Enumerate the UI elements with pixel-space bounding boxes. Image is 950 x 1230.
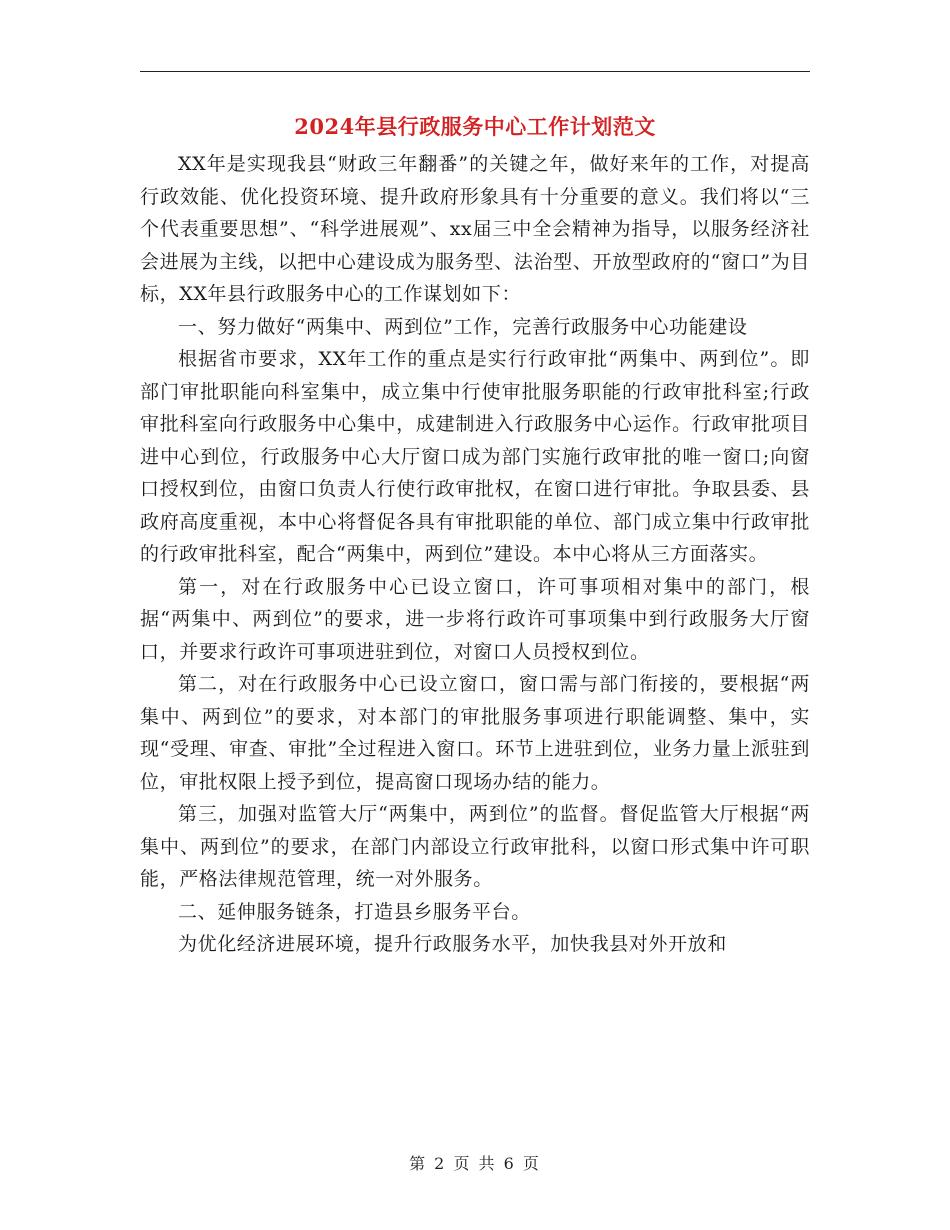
paragraph-second: 第二，对在行政服务中心已设立窗口，窗口需与部门衔接的，要根据“两集中、两到位”的要求，对本部门的审批服务事项进行职能调整、集中，实现“受理、审查、审批”全过程进入窗口。环节上进驻到位，业务力量上派驻到位，审批权限上授予到位，提高窗口现场办结的能力。 [140,673,810,793]
paragraph-intro: XX年是实现我县“财政三年翻番”的关键之年，做好来年的工作，对提高行政效能、优化投资环境、提升政府形象具有十分重要的意义。我们将以“三个代表重要思想”、“科学进展观”、xx届三中全会精神为指导，以服务经济社会进展为主线，以把中心建设成为服务型、法治型、开放型政府的“窗口”为目标，XX年县行政服务中心的工作谋划如下： [140,153,810,305]
paragraph-requirements: 根据省市要求，XX年工作的重点是实行行政审批“两集中、两到位”。即部门审批职能向科室集中，成立集中行使审批服务职能的行政审批科室;行政审批科室向行政服务中心集中，成建制进入行政服务中心运作。行政审批项目进中心到位，行政服务中心大厅窗口成为部门实施行政审批的唯一窗口;向窗口授权到位，由窗口负责人行使行政审批权，在窗口进行审批。争取县委、县政府高度重视，本中心将督促各具有审批职能的单位、部门成立集中行政审批的行政审批科室，配合“两集中，两到位”建设。本中心将从三方面落实。 [140,348,810,565]
document-title: 2024年县行政服务中心工作计划范文 [294,114,656,139]
paragraph-third: 第三，加强对监管大厅“两集中，两到位”的监督。督促监管大厅根据“两集中、两到位”的要求，在部门内部设立行政审批科，以窗口形式集中许可职能，严格法律规范管理，统一对外服务。 [140,803,810,890]
paragraph-heading-one: 一、努力做好“两集中、两到位”工作，完善行政服务中心功能建设 [178,315,748,338]
page-number-footer: 第 2 页 共 6 页 [409,1154,541,1173]
paragraph-heading-two: 二、延伸服务链条，打造县乡服务平台。 [178,900,531,923]
paragraph-closing: 为优化经济进展环境，提升行政服务水平，加快我县对外开放和 [178,933,727,955]
paragraph-first: 第一，对在行政服务中心已设立窗口，许可事项相对集中的部门，根据“两集中、两到位”的要求，进一步将行政许可事项集中到行政服务大厅窗口，并要求行政许可事项进驻到位，对窗口人员授权到位。 [140,575,810,663]
header-rule [140,71,810,72]
document-body [140,148,810,961]
